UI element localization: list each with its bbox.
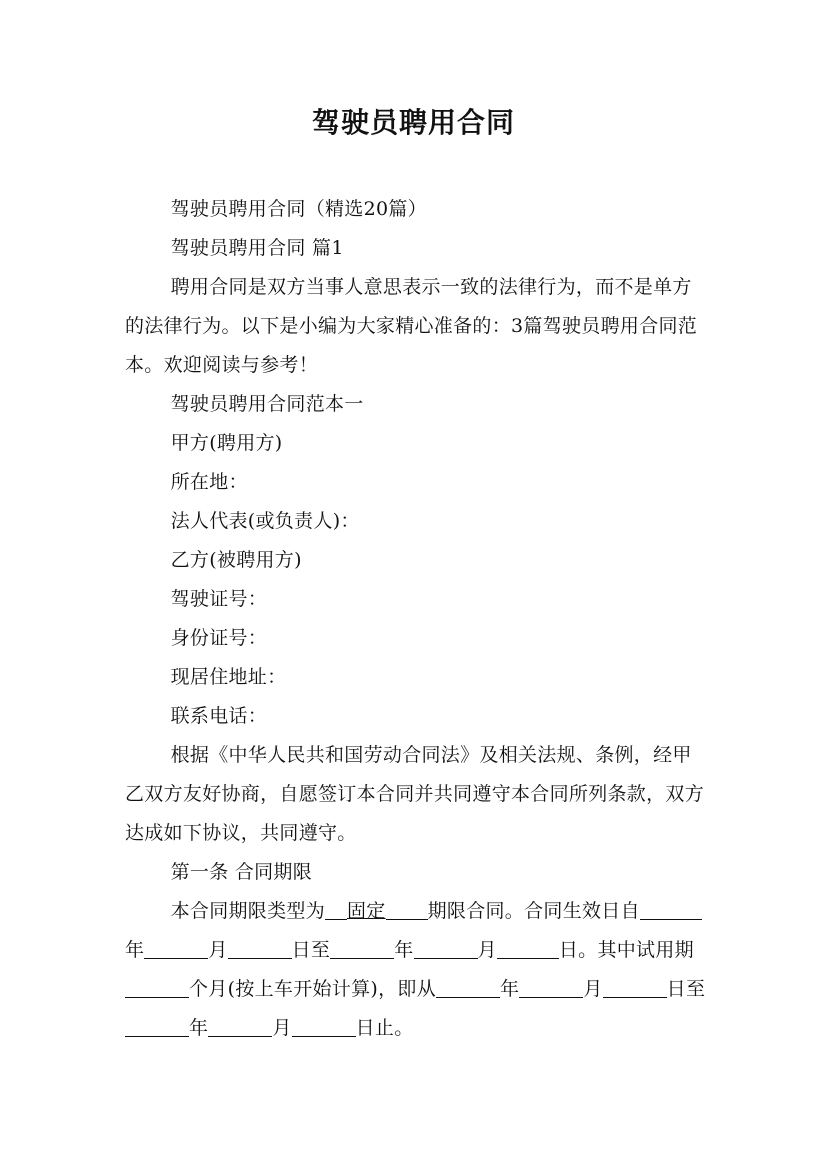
document-body xyxy=(125,190,707,1048)
blank-line xyxy=(125,1017,189,1037)
party-b-line: 乙方(被聘用方) xyxy=(170,549,302,571)
clause-text: 月 xyxy=(208,939,228,961)
clause-text: 日至 xyxy=(666,978,706,1000)
clause-text: 月 xyxy=(272,1017,292,1039)
address-line: 现居住地址： xyxy=(170,666,287,688)
clause-text: 月 xyxy=(583,978,603,1000)
blank-line xyxy=(330,939,394,959)
blank-line xyxy=(497,939,559,959)
blank-line xyxy=(144,939,208,959)
clause-text: 个月(按上车开始计算)，即从 xyxy=(189,978,437,1000)
clause-text: 年 xyxy=(125,939,145,961)
location-line: 所在地： xyxy=(170,471,248,493)
clause-text: 年 xyxy=(189,1017,209,1039)
clause-text: 本合同期限类型为 xyxy=(170,900,325,922)
blank-line xyxy=(125,978,189,998)
template-heading: 驾驶员聘用合同范本一 xyxy=(170,393,364,415)
section-heading: 驾驶员聘用合同 篇1 xyxy=(170,237,344,259)
article-one-heading: 第一条 合同期限 xyxy=(170,861,313,883)
clause-text: 日至 xyxy=(291,939,331,961)
clause-text: 日止。 xyxy=(355,1017,414,1039)
clause-text: 期限合同。合同生效日自 xyxy=(427,900,640,922)
blank-line xyxy=(325,900,347,920)
license-line: 驾驶证号： xyxy=(170,588,268,610)
blank-line xyxy=(208,1017,272,1037)
blank-line xyxy=(228,939,292,959)
phone-line: 联系电话： xyxy=(170,705,268,727)
document-title: 驾驶员聘用合同 xyxy=(311,106,515,139)
term-clause-paragraph xyxy=(125,892,707,1048)
blank-line xyxy=(386,900,428,920)
party-a-line: 甲方(聘用方) xyxy=(170,432,283,454)
blank-line xyxy=(414,939,478,959)
basis-paragraph: 根据《中华人民共和国劳动合同法》及相关法规、条例，经甲乙双方友好协商，自愿签订本合同并共同遵守本合同所列条款，双方达成如下协议，共同遵守。 xyxy=(125,744,705,844)
id-line: 身份证号： xyxy=(170,627,268,649)
clause-text: 年 xyxy=(500,978,520,1000)
blank-line xyxy=(519,978,583,998)
clause-text: 月 xyxy=(477,939,497,961)
collection-heading: 驾驶员聘用合同（精选20篇） xyxy=(170,198,427,220)
clause-text: 年 xyxy=(394,939,414,961)
intro-paragraph: 聘用合同是双方当事人意思表示一致的法律行为，而不是单方的法律行为。以下是小编为大家精心准备的：3篇驾驶员聘用合同范本。欢迎阅读与参考！ xyxy=(125,276,698,376)
blank-line xyxy=(436,978,500,998)
legal-rep-line: 法人代表(或负责人)： xyxy=(170,510,360,532)
blank-line xyxy=(603,978,667,998)
blank-line xyxy=(292,1017,356,1037)
blank-line xyxy=(640,900,702,920)
clause-text: 日。其中试用期 xyxy=(558,939,694,961)
clause-filled-text: 固定 xyxy=(347,900,386,922)
